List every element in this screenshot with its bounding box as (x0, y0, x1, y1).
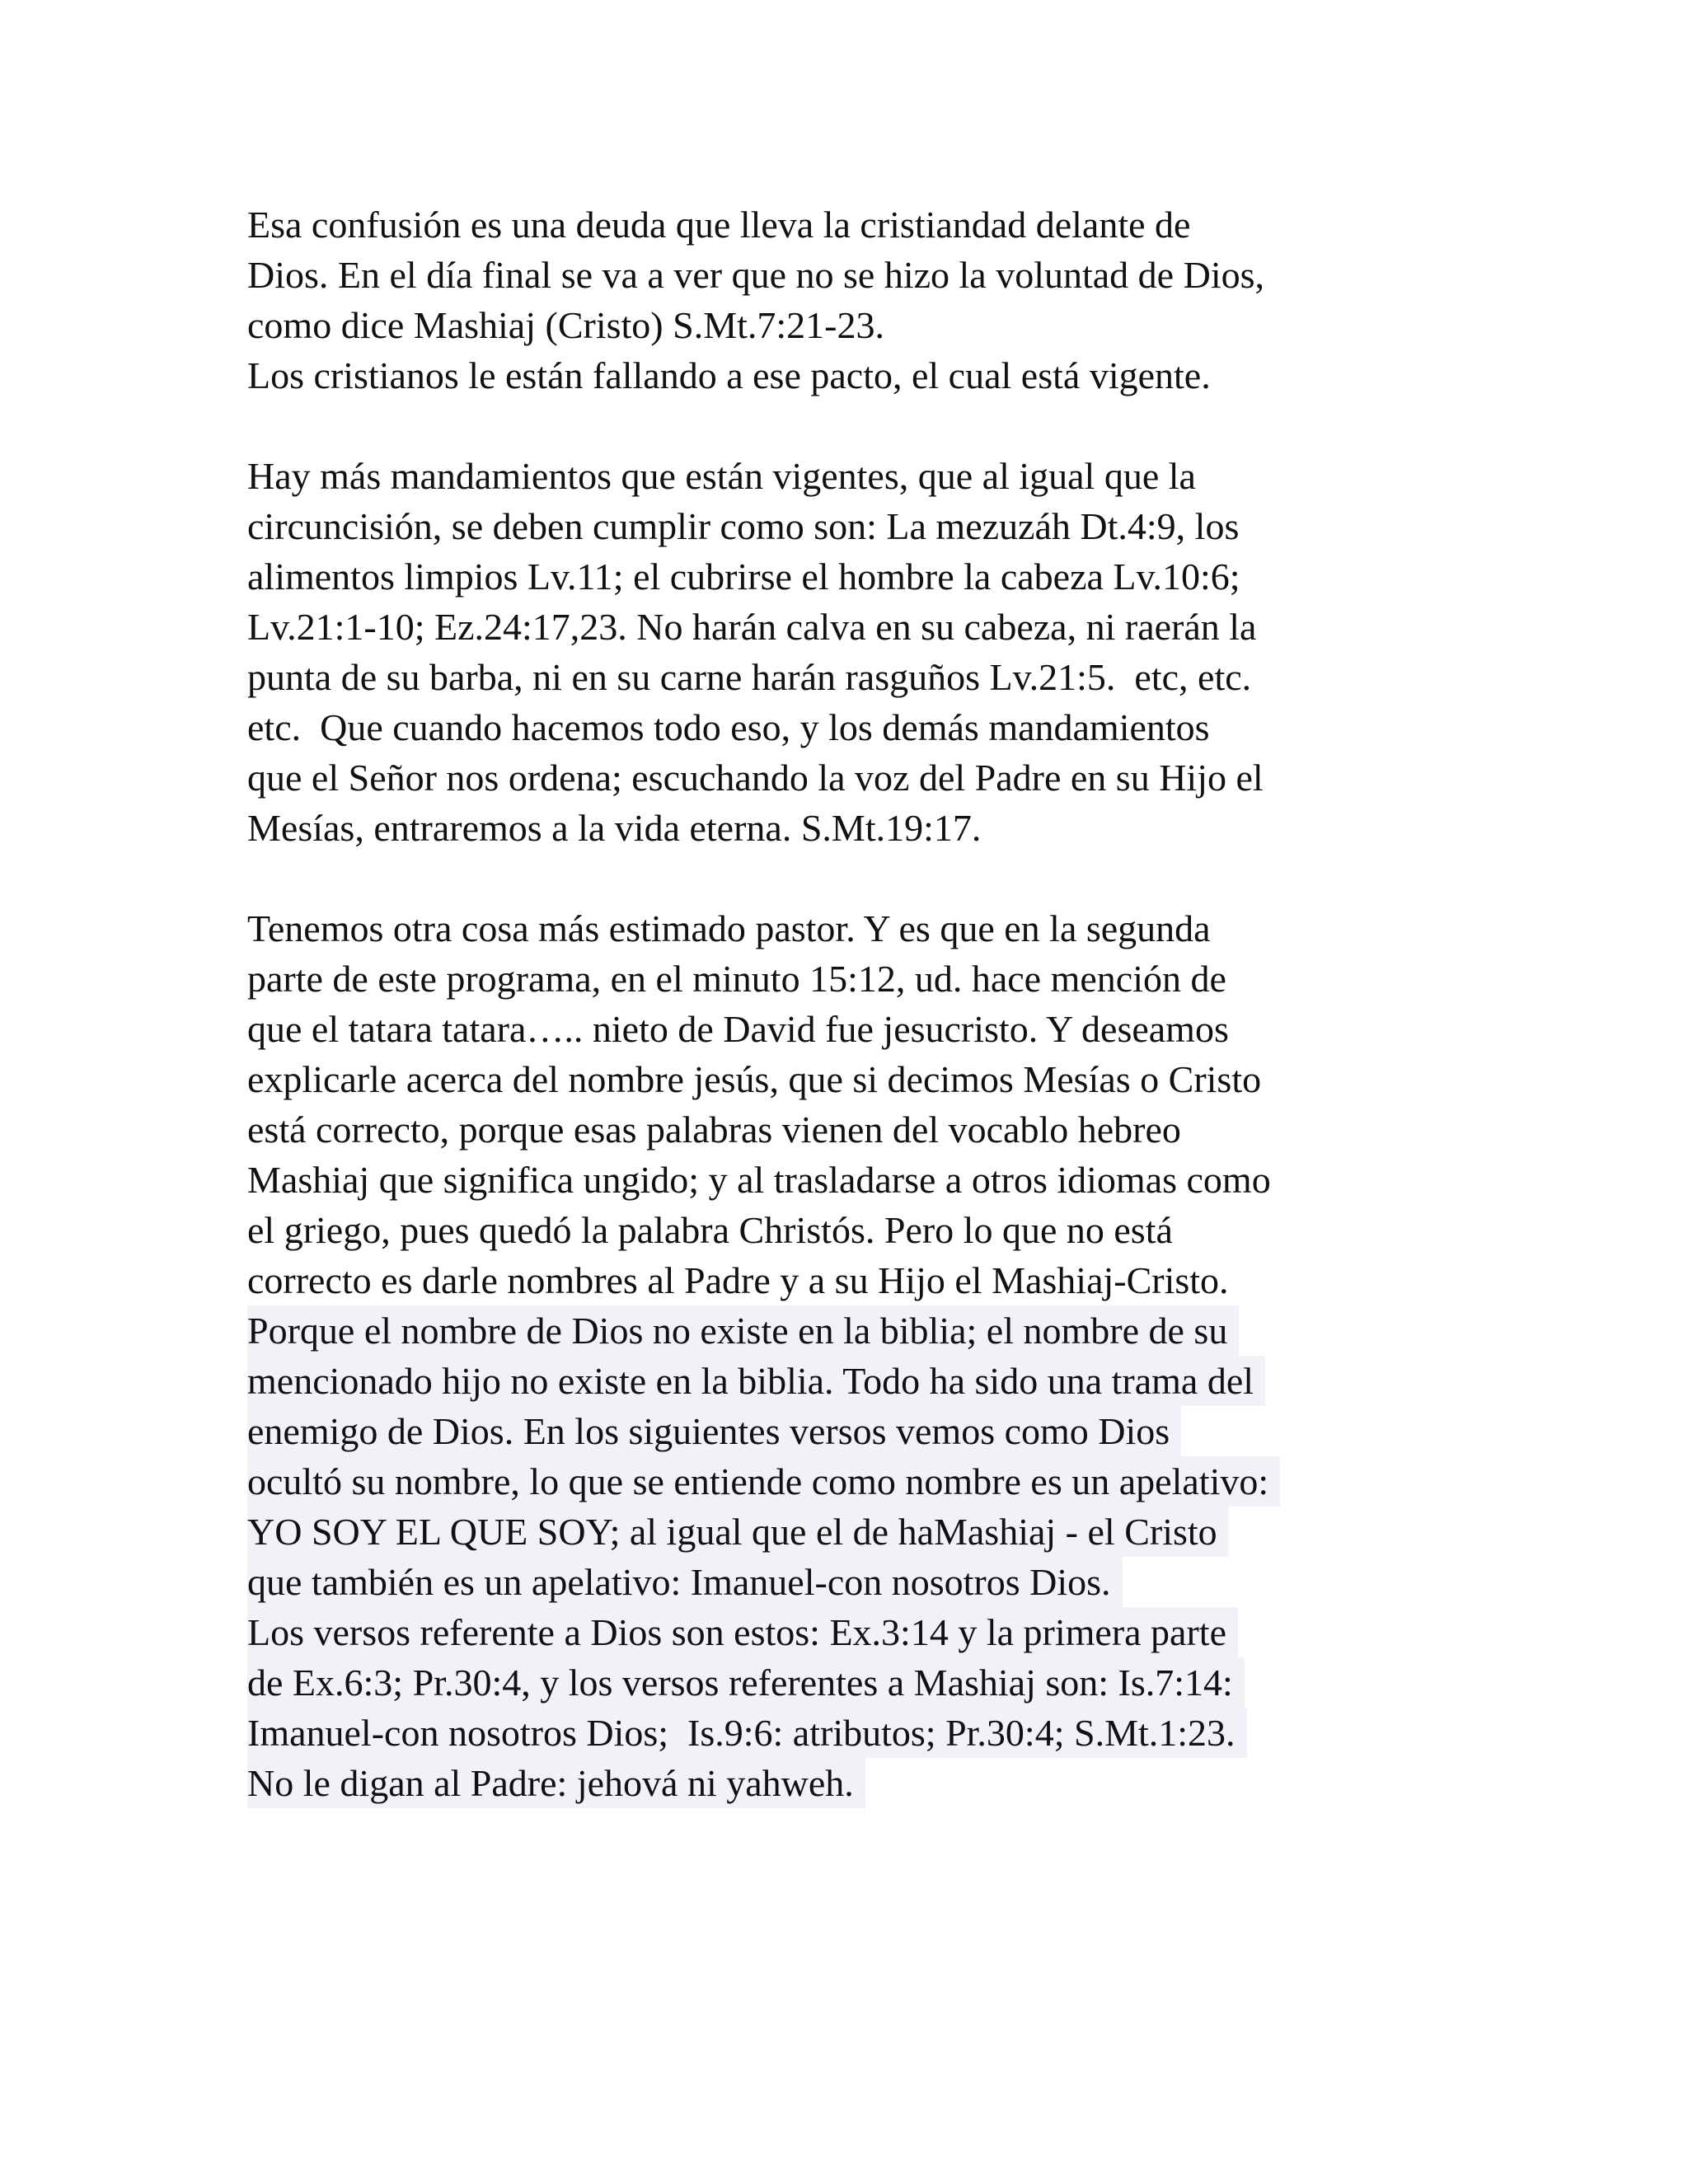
highlighted-text: mencionado hijo no existe en la biblia. Todo ha sido una trama del (247, 1356, 1265, 1406)
text-line: Mesías, entraremos a la vida eterna. S.Mt.19:17. (247, 807, 982, 849)
text-line: circuncisión, se deben cumplir como son: La mezuzáh Dt.4:9, los (247, 505, 1240, 547)
paragraph-1 (247, 199, 1533, 401)
highlighted-text: Imanuel-con nosotros Dios; Is.9:6: atributos; Pr.30:4; S.Mt.1:23. (247, 1708, 1247, 1758)
highlighted-line (247, 1607, 1533, 1657)
paragraph-spacer (247, 853, 1533, 903)
document-body (247, 199, 1533, 1808)
text-line: alimentos limpios Lv.11; el cubrirse el hombre la cabeza Lv.10:6; (247, 555, 1240, 598)
text-line: parte de este programa, en el minuto 15:12, ud. hace mención de (247, 958, 1226, 1000)
paragraph-2 (247, 451, 1533, 853)
text-line: etc. Que cuando hacemos todo eso, y los demás mandamientos (247, 706, 1210, 748)
text-line: correcto es darle nombres al Padre y a su Hijo el Mashiaj-Cristo. (247, 1259, 1229, 1301)
text-line: que el tatara tatara….. nieto de David fue jesucristo. Y deseamos (247, 1008, 1229, 1050)
highlighted-text: ocultó su nombre, lo que se entiende como nombre es un apelativo: (247, 1456, 1280, 1507)
highlighted-text: enemigo de Dios. En los siguientes versos vemos como Dios (247, 1406, 1181, 1456)
highlighted-line (247, 1557, 1533, 1607)
text-line: Los cristianos le están fallando a ese pacto, el cual está vigente. (247, 354, 1211, 396)
highlighted-line (247, 1456, 1533, 1507)
highlighted-line (247, 1507, 1533, 1557)
text-line: Esa confusión es una deuda que lleva la cristiandad delante de (247, 204, 1191, 246)
highlighted-text: de Ex.6:3; Pr.30:4, y los versos referentes a Mashiaj son: Is.7:14: (247, 1657, 1245, 1708)
text-line: punta de su barba, ni en su carne harán rasguños Lv.21:5. etc, etc. (247, 656, 1252, 698)
highlighted-text: Porque el nombre de Dios no existe en la biblia; el nombre de su (247, 1305, 1239, 1356)
highlighted-line (247, 1657, 1533, 1708)
text-line: Lv.21:1-10; Ez.24:17,23. No harán calva en su cabeza, ni raerán la (247, 606, 1257, 648)
text-line: el griego, pues quedó la palabra Christós. Pero lo que no está (247, 1209, 1173, 1251)
highlighted-text: No le digan al Padre: jehová ni yahweh. (247, 1758, 865, 1808)
highlighted-line (247, 1758, 1533, 1808)
text-line: Dios. En el día final se va a ver que no se hizo la voluntad de Dios, (247, 254, 1265, 296)
text-line: Tenemos otra cosa más estimado pastor. Y es que en la segunda (247, 907, 1211, 949)
highlighted-text: Los versos referente a Dios son estos: Ex.3:14 y la primera parte (247, 1607, 1238, 1657)
highlighted-line (247, 1305, 1533, 1356)
highlighted-line (247, 1356, 1533, 1406)
text-line: que el Señor nos ordena; escuchando la voz del Padre en su Hijo el (247, 757, 1264, 799)
text-line: está correcto, porque esas palabras vienen del vocablo hebreo (247, 1108, 1181, 1151)
text-line: como dice Mashiaj (Cristo) S.Mt.7:21-23. (247, 304, 884, 346)
text-line: Mashiaj que significa ungido; y al trasladarse a otros idiomas como (247, 1159, 1271, 1201)
highlighted-line (247, 1406, 1533, 1456)
text-line: explicarle acerca del nombre jesús, que si decimos Mesías o Cristo (247, 1058, 1262, 1100)
text-line: Hay más mandamientos que están vigentes, que al igual que la (247, 455, 1196, 497)
highlighted-line (247, 1708, 1533, 1758)
highlighted-text: que también es un apelativo: Imanuel-con nosotros Dios. (247, 1557, 1123, 1607)
paragraph-spacer (247, 401, 1533, 451)
paragraph-3 (247, 903, 1533, 1808)
highlighted-text: YO SOY EL QUE SOY; al igual que el de haMashiaj - el Cristo (247, 1507, 1229, 1557)
